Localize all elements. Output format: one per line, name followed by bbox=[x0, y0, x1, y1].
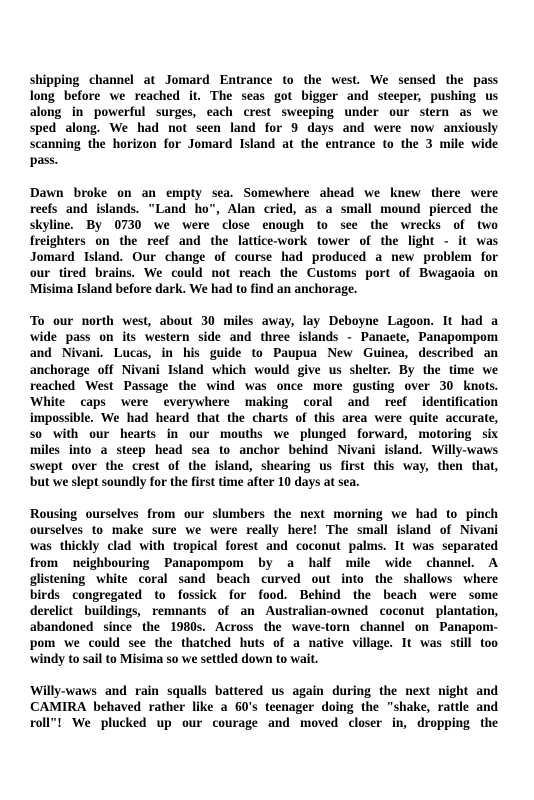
paragraph-nivani-morning bbox=[30, 506, 498, 667]
text-line: but we slept soundly for the first time after 10 days at sea. bbox=[30, 474, 360, 490]
text-line: roll"! We plucked up our courage and moved closer in, dropping the bbox=[30, 715, 498, 731]
text-line: reefs and islands. "Land ho", Alan cried, as a small mound pierced the bbox=[30, 200, 498, 216]
text-line: windy to sail to Misima so we settled down to wait. bbox=[30, 651, 319, 667]
text-line: impossible. We had heard that the charts of this area were quite accurate, bbox=[30, 409, 498, 425]
text-line: derelict buildings, remnants of an Australian-owned coconut plantation, bbox=[30, 602, 498, 618]
text-line: Rousing ourselves from our slumbers the next morning we had to pinch bbox=[30, 506, 498, 522]
text-line: White caps were everywhere making coral and reef identification bbox=[30, 393, 498, 409]
text-line: Misima Island before dark. We had to find an anchorage. bbox=[30, 281, 358, 297]
text-line: Dawn broke on an empty sea. Somewhere ahead we knew there were bbox=[30, 184, 498, 200]
text-line: and Nivani. Lucas, in his guide to Paupua New Guinea, described an bbox=[30, 345, 498, 361]
text-line: long before we reached it. The seas got bigger and steeper, pushing us bbox=[30, 88, 498, 104]
paragraph-deboyne-lagoon bbox=[30, 313, 498, 490]
text-line: shipping channel at Jomard Entrance to the west. We sensed the pass bbox=[30, 72, 498, 87]
text-line: sped along. We had not seen land for 9 days and were now anxiously bbox=[30, 120, 498, 136]
text-line: skyline. By 0730 we were close enough to see the wrecks of two bbox=[30, 216, 498, 232]
text-line: CAMIRA behaved rather like a 60's teenager doing the "shake, rattle and bbox=[30, 699, 498, 715]
text-line: pom we could see the thatched huts of a native village. It was still too bbox=[30, 635, 498, 650]
text-line: Willy-waws and rain squalls battered us again during the next night and bbox=[30, 683, 498, 699]
text-line: wide pass on its western side and three islands - Panaete, Panapompom bbox=[30, 329, 498, 345]
text-line: miles into a steep head sea to anchor behind Nivani island. Willy-waws bbox=[30, 441, 498, 457]
text-line: from neighbouring Panapompom by a half mile wide channel. A bbox=[30, 554, 498, 570]
paragraph-dawn bbox=[30, 185, 498, 298]
paragraph-jomard-entrance bbox=[30, 72, 498, 169]
text-line: pass. bbox=[30, 152, 58, 168]
text-line: our tired brains. We could not reach the Customs port of Bwagaoia on bbox=[30, 265, 498, 281]
text-line: scanning the horizon for Jomard Island at the entrance to the 3 mile wide bbox=[30, 136, 498, 152]
text-line: To our north west, about 30 miles away, lay Deboyne Lagoon. It had a bbox=[30, 313, 498, 329]
text-line: Jomard Island. Our change of course had produced a new problem for bbox=[30, 248, 498, 264]
text-line: so with our hearts in our mouths we plunged forward, motoring six bbox=[30, 425, 498, 441]
text-line: reached West Passage the wind was once more gusting over 30 knots. bbox=[30, 377, 498, 393]
text-line: along in powerful surges, each crest sweeping under our stern as we bbox=[30, 104, 498, 120]
text-line: anchorage off Nivani Island which would give us shelter. By the time we bbox=[30, 361, 498, 377]
text-line: glistening white coral sand beach curved out into the shallows where bbox=[30, 570, 498, 586]
text-line: swept over the crest of the island, shearing us first this way, then that, bbox=[30, 458, 498, 474]
text-line: freighters on the reef and the lattice-work tower of the light - it was bbox=[30, 232, 498, 248]
text-line: ourselves to make sure we were really here! The small island of Nivani bbox=[30, 522, 498, 538]
document-page bbox=[30, 72, 498, 747]
text-line: was thickly clad with tropical forest and coconut palms. It was separated bbox=[30, 538, 498, 554]
text-line: abandoned since the 1980s. Across the wave-torn channel on Panapom- bbox=[30, 618, 498, 634]
paragraph-willy-waws bbox=[30, 683, 498, 731]
text-line: birds congregated to fossick for food. Behind the beach were some bbox=[30, 586, 498, 602]
